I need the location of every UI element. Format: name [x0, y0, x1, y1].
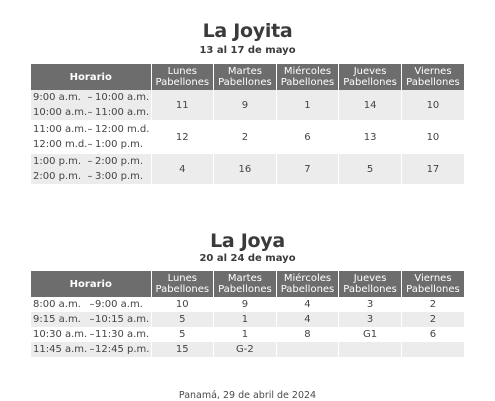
header-sub-label: Pabellones — [343, 284, 397, 295]
header-day — [276, 271, 339, 297]
pabellon-cell: 6 — [276, 121, 339, 153]
pabellon-cell — [276, 342, 339, 357]
header-sub-label: Pabellones — [280, 77, 335, 88]
time-dash: – — [89, 299, 95, 310]
time-cell — [31, 297, 151, 312]
time-slot — [31, 105, 151, 120]
time-end: 12:45 p.m. — [95, 344, 150, 355]
time-dash: – — [89, 329, 95, 340]
header-day — [214, 64, 277, 90]
pabellon-cell: 10 — [401, 121, 464, 153]
pabellon-cell: 2 — [401, 312, 464, 327]
pabellon-cell: 7 — [276, 153, 339, 184]
time-slot — [31, 90, 151, 105]
header-sub-label: Pabellones — [343, 77, 397, 88]
time-slot — [31, 327, 151, 342]
header-sub-label: Pabellones — [218, 77, 272, 88]
time-start: 11:45 a.m. — [33, 344, 88, 355]
pabellon-cell: 4 — [276, 312, 339, 327]
header-sub-label: Pabellones — [155, 284, 210, 295]
time-cell — [31, 90, 151, 121]
table-row — [31, 342, 464, 357]
time-cell — [31, 342, 151, 357]
pabellon-cell: 1 — [214, 312, 277, 327]
pabellon-cell: 11 — [151, 90, 214, 121]
time-start: 9:15 a.m. — [33, 314, 81, 325]
time-end: 9:00 a.m. — [95, 299, 143, 310]
pabellon-cell: 1 — [214, 327, 277, 342]
table-row — [31, 312, 464, 327]
time-cell — [31, 121, 151, 153]
time-slot — [31, 342, 151, 357]
time-end: 10:15 a.m. — [95, 314, 150, 325]
header-day — [151, 271, 214, 297]
time-dash: – — [87, 124, 93, 135]
table-row — [31, 121, 464, 153]
pabellon-cell: 9 — [214, 297, 277, 312]
pabellon-cell: 12 — [151, 121, 214, 153]
pabellon-cell: 9 — [214, 90, 277, 121]
header-day-label: Jueves — [353, 273, 387, 284]
header-day — [276, 64, 339, 90]
header-day — [214, 271, 277, 297]
time-start: 8:00 a.m. — [33, 299, 81, 310]
pabellon-cell: 4 — [151, 153, 214, 184]
pabellon-cell: 3 — [339, 297, 402, 312]
header-day-label: Viernes — [414, 66, 452, 77]
pabellon-cell: 6 — [401, 327, 464, 342]
header-day — [151, 64, 214, 90]
time-cell — [31, 312, 151, 327]
pabellon-cell: 5 — [151, 327, 214, 342]
time-dash: – — [87, 107, 93, 118]
table-row — [31, 327, 464, 342]
header-day-label: Miércoles — [283, 273, 332, 284]
time-slot — [31, 297, 151, 312]
pabellon-cell: 5 — [339, 153, 402, 184]
time-dash: – — [89, 344, 95, 355]
header-day-label: Martes — [227, 273, 262, 284]
time-dash: – — [87, 92, 93, 103]
time-slot — [31, 169, 151, 184]
time-start: 11:00 a.m. — [33, 124, 88, 135]
pabellon-cell: 13 — [339, 121, 402, 153]
pabellon-cell: 5 — [151, 312, 214, 327]
pabellon-cell: 2 — [401, 297, 464, 312]
time-slot — [31, 122, 151, 137]
time-slot — [31, 312, 151, 327]
pabellon-cell: 15 — [151, 342, 214, 357]
time-dash: – — [89, 314, 95, 325]
schedule-table-la-joya — [31, 271, 464, 357]
pabellon-cell: 3 — [339, 312, 402, 327]
pabellon-cell: G-2 — [214, 342, 277, 357]
section1-subtitle: 13 al 17 de mayo — [199, 45, 296, 56]
time-slot — [31, 154, 151, 169]
header-day-label: Lunes — [167, 66, 198, 77]
time-dash: – — [87, 139, 93, 150]
footer-date: Panamá, 29 de abril de 2024 — [178, 390, 317, 401]
header-day — [401, 64, 464, 90]
section2-subtitle: 20 al 24 de mayo — [199, 253, 296, 264]
header-day-label: Viernes — [414, 273, 452, 284]
time-dash: – — [87, 156, 93, 167]
time-start: 2:00 p.m. — [33, 171, 82, 182]
section2-title: La Joya — [210, 230, 285, 252]
time-start: 10:00 a.m. — [33, 107, 88, 118]
time-cell — [31, 327, 151, 342]
time-end: 12:00 m.d. — [95, 124, 150, 135]
time-slot — [31, 137, 151, 152]
schedule-table-la-joyita — [31, 64, 464, 184]
header-day-label: Lunes — [167, 273, 198, 284]
header-horario: Horario — [31, 271, 151, 297]
pabellon-cell: G1 — [339, 327, 402, 342]
table-row — [31, 90, 464, 121]
time-start: 10:30 a.m. — [33, 329, 88, 340]
time-cell — [31, 153, 151, 184]
time-end: 10:00 a.m. — [95, 92, 150, 103]
header-horario: Horario — [31, 64, 151, 90]
table-row — [31, 153, 464, 184]
header-day-label: Jueves — [353, 66, 387, 77]
header-day-label: Miércoles — [283, 66, 332, 77]
time-start: 1:00 p.m. — [33, 156, 82, 167]
pabellon-cell — [401, 342, 464, 357]
pabellon-cell: 2 — [214, 121, 277, 153]
time-start: 9:00 a.m. — [33, 92, 81, 103]
pabellon-cell — [339, 342, 402, 357]
pabellon-cell: 10 — [401, 90, 464, 121]
time-end: 2:00 p.m. — [95, 156, 144, 167]
section1-title: La Joyita — [202, 20, 293, 42]
pabellon-cell: 14 — [339, 90, 402, 121]
pabellon-cell: 10 — [151, 297, 214, 312]
pabellon-cell: 8 — [276, 327, 339, 342]
header-day — [339, 64, 402, 90]
table-row — [31, 297, 464, 312]
header-sub-label: Pabellones — [155, 77, 210, 88]
time-start: 12:00 m.d. — [33, 139, 88, 150]
header-day — [401, 271, 464, 297]
pabellon-cell: 17 — [401, 153, 464, 184]
time-end: 11:30 a.m. — [95, 329, 150, 340]
header-sub-label: Pabellones — [406, 77, 460, 88]
time-end: 11:00 a.m. — [95, 107, 150, 118]
pabellon-cell: 16 — [214, 153, 277, 184]
header-day-label: Martes — [227, 66, 262, 77]
pabellon-cell: 4 — [276, 297, 339, 312]
time-end: 3:00 p.m. — [95, 171, 144, 182]
header-sub-label: Pabellones — [218, 284, 272, 295]
time-dash: – — [87, 171, 93, 182]
time-end: 1:00 p.m. — [95, 139, 144, 150]
header-sub-label: Pabellones — [280, 284, 335, 295]
header-day — [339, 271, 402, 297]
pabellon-cell: 1 — [276, 90, 339, 121]
header-sub-label: Pabellones — [406, 284, 460, 295]
